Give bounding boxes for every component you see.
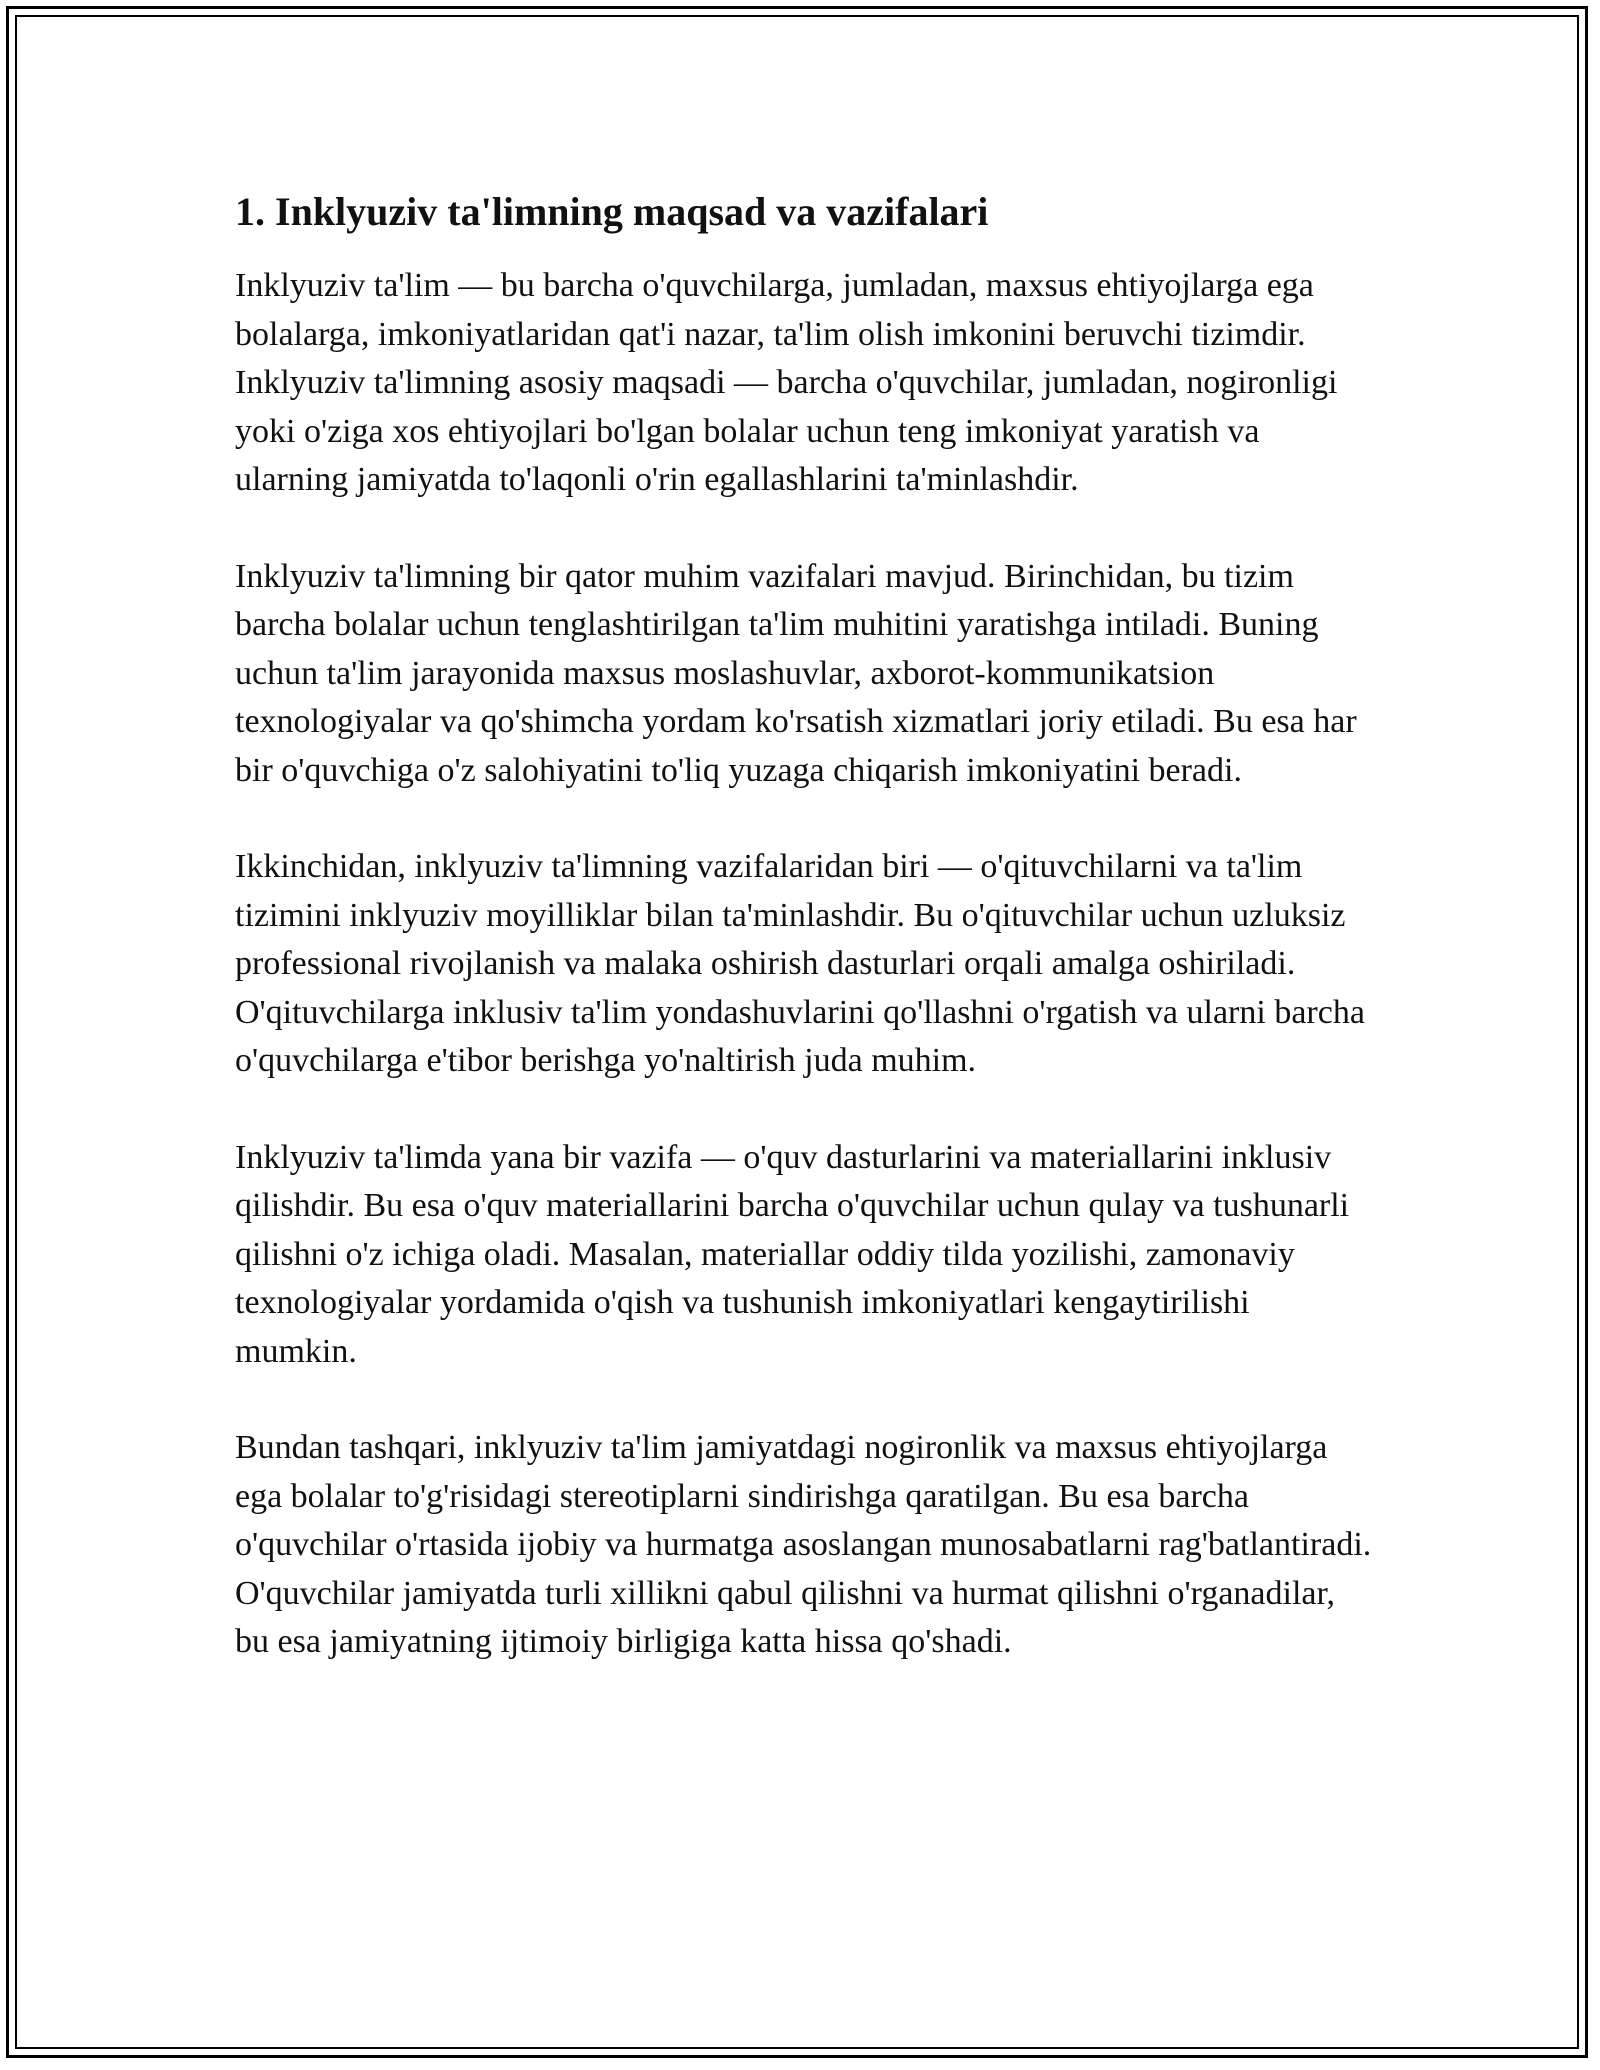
paragraph-1: Inklyuziv ta'lim — bu barcha o'quvchilarga, jumladan, maxsus ehtiyojlarga ega bolalarga, imkoniyatlaridan qat'i nazar, ta'lim olish imkonini beruvchi tizimdir. Inklyuziv ta'limning asosiy maqsadi — barcha o'quvchilar, jumladan, nogironligi yoki o'ziga xos ehtiyojlari bo'lgan bolalar uchun teng imkoniyat yaratish va ularning jamiyatda to'laqonli o'rin egallashlarini ta'minlashdir. bbox=[235, 267, 1338, 498]
paragraph-4: Inklyuziv ta'limda yana bir vazifa — o'quv dasturlarini va materiallarini inklusiv qilishdir. Bu esa o'quv materiallarini barcha o'quvchilar uchun qulay va tushunarli qilishni o'z ichiga oladi. Masalan, materiallar oddiy tilda yozilishi, zamonaviy texnologiyalar yordamida o'qish va tushunish imkoniyatlari kengaytirilishi mumkin. bbox=[235, 1138, 1350, 1370]
paragraph-3: Ikkinchidan, inklyuziv ta'limning vazifalaridan biri — o'qituvchilarni va ta'lim tizimini inklyuziv moyilliklar bilan ta'minlashdir. Bu o'qituvchilar uchun uzluksiz professional rivojlanish va malaka oshirish dasturlari orqali amalga oshiriladi. O'qituvchilarga inklusiv ta'lim yondashuvlarini qo'llashni o'rgatish va ularni barcha o'quvchilarga e'tibor berishga yo'naltirish juda muhim. bbox=[235, 848, 1365, 1079]
paragraph-2: Inklyuziv ta'limning bir qator muhim vazifalari mavjud. Birinchidan, bu tizim barcha bolalar uchun tenglashtirilgan ta'lim muhitini yaratishga intiladi. Buning uchun ta'lim jarayonida maxsus moslashuvlar, axborot-kommunikatsion texnologiyalar va qo'shimcha yordam ko'rsatish xizmatlari joriy etiladi. Bu esa har bir o'quvchiga o'z salohiyatini to'liq yuzaga chiqarish imkoniyatini beradi. bbox=[235, 557, 1357, 789]
document-title: 1. Inklyuziv ta'limning maqsad va vazifalari bbox=[235, 189, 989, 234]
paragraph-5: Bundan tashqari, inklyuziv ta'lim jamiyatdagi nogironlik va maxsus ehtiyojlarga ega bolalar to'g'risidagi stereotiplarni sindirishga qaratilgan. Bu esa barcha o'quvchilar o'rtasida ijobiy va hurmatga asoslangan munosabatlarni rag'batlantiradi. O'quvchilar jamiyatda turli xillikni qabul qilishni va hurmat qilishni o'rganadilar, bu esa jamiyatning ijtimoiy birligiga katta hissa qo'shadi. bbox=[235, 1429, 1372, 1660]
document-body bbox=[235, 186, 1375, 1715]
